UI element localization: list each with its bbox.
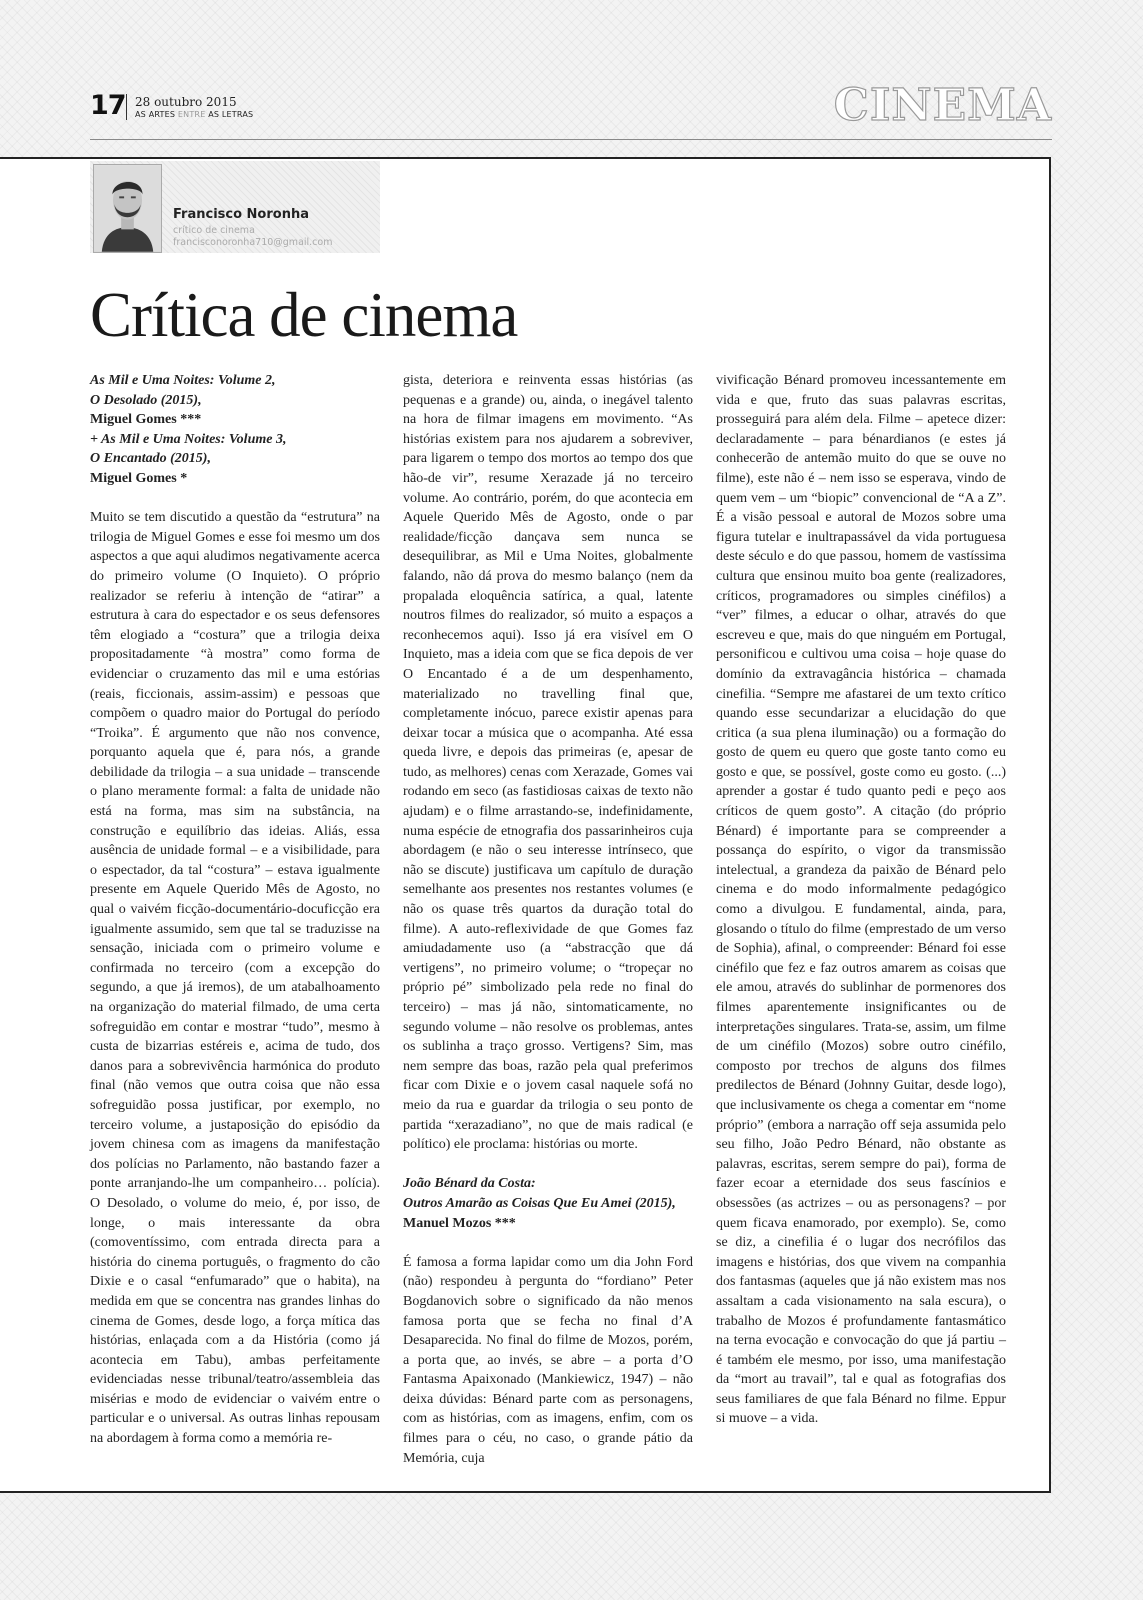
author-portrait-icon — [94, 165, 161, 252]
author-role: crítico de cinema — [173, 225, 255, 236]
page-number: 17 — [90, 90, 126, 121]
article-body: É famosa a forma lapidar como um dia John Ford (não) respondeu à pergunta do “fordiano” Peter Bogdanovich sobre o significado da não menos famosa porta que se fecha no final d’A Desaparecida. No final do filme de Mozos, porém, a porta que, ao invés, se abre – a porta d’O Fantasma Apaixonado (Mankiewicz, 1947) – não deixa dúvidas: Bénard parte com as personagens, com as histórias, com as imagens, enfim, com os filmes para o céu, no caso, o grande pátio da Memória, cuja — [403, 1254, 693, 1466]
avatar — [93, 164, 162, 253]
article-body: Muito se tem discutido a questão da “estrutura” na trilogia de Miguel Gomes e esse foi mesmo um dos aspectos a que aqui aludimos negativamente acerca do primeiro volume (O Inquieto). O próprio realizador se referiu à intenção de “atirar” a estrutura à cara do espectador e os seus defensores têm elogiado a “costura” que a trilogia deixa propositadamente “à mostra” como forma de evidenciar o cruzamento das mil e uma estórias (reais, ficcionais, assim-assim) e pessoas que compõem o quadro maior do Portugal do período “Troika”. É argumento que não nos convence, porquanto aquela que é, para nós, a grande debilidade da trilogia – a sua unidade – transcende o plano meramente formal: a falta de unidade não está na forma, mas sim na substância, na construção e equilíbrio das ideias. Aliás, essa ausência de unidade formal – e a visibilidade, para o espectador, da tal “costura” – estava igualmente presente em Aquele Querido Mês de Agosto, no qual o vaivém ficção-documentário-docuficção era igualmente assumido, sem que tal se traduzisse na sensação, iniciada com o primeiro volume e confirmada no terceiro (com a excepção do segundo, a que já iremos), de um atabalhoamento na organização do material filmado, de uma certa sofreguidão em contar e mostrar “tudo”, mesmo à custa de bizarrias estéreis e, acima de tudo, dos danos para a sobrevivência harmónica do produto final (não vemos que outra coisa que não essa sofreguidão possa justificar, por exemplo, no terceiro volume, a justaposição do episódio da jovem chinesa com as imagens da manifestação dos polícias no Parlamento, não bastando fazer a ponte arranjando-lhe um companheiro… polícia). O Desolado, o volume do meio, é, por isso, de longe, o mais interessante da obra (comoventíssimo, com entrada directa para a história do cinema português, o fragmento do cão Dixie e o casal “enfumarado” que o habita), na medida em que se concentra nas grandes linhas do cinema de Gomes, desde logo, a força mítica das histórias, enlaçada com a da História (como já acontecia em Tabu), ambas perfeitamente evidenciadas nesse tribunal/teatro/assembleia das misérias e modo de evidenciar o vaivém entre o particular e o universal. As outras linhas repousam na abordagem à forma como a memória re- — [90, 510, 380, 1447]
page-header — [90, 80, 1052, 140]
header-divider — [126, 94, 127, 120]
article-column-2 — [403, 371, 693, 1468]
issue-date: 28 outubro 2015 — [135, 95, 237, 109]
film-credits — [403, 1174, 693, 1233]
film-title: As Mil e Uma Noites: Volume 2, — [90, 373, 276, 388]
article-column-1 — [90, 371, 380, 1449]
author-name: Francisco Noronha — [173, 207, 309, 222]
publication-tagline — [135, 110, 253, 119]
film-director: Miguel Gomes * — [90, 470, 188, 486]
tagline-part: AS ARTES — [135, 110, 178, 119]
film-title: João Bénard da Costa: — [403, 1176, 536, 1192]
film-director: Miguel Gomes *** — [90, 412, 202, 428]
author-email[interactable]: francisconoronha710@gmail.com — [173, 237, 333, 248]
author-byline — [90, 161, 380, 253]
film-director: Manuel Mozos *** — [403, 1215, 516, 1231]
film-credits — [90, 371, 380, 489]
film-title: + As Mil e Uma Noites: Volume 3, — [90, 431, 287, 447]
article-panel — [0, 157, 1051, 1493]
article-body: gista, deteriora e reinventa essas histórias (as pequenas e a grande) ou, ainda, o inegável talento na hora de filmar imagens em movimento. “As histórias existem para nos ajudarem a sobreviver, para ligarem o tempo dos mortos ao tempo dos que hão-de vir”, resume Xerazade já no terceiro volume. Ao contrário, porém, do que acontecia em Aquele Querido Mês de Agosto, onde o par realidade/ficção dançava sem nunca se desequilibrar, as Mil e Uma Noites, globalmente falando, não dá prova do mesmo balanço (nem da propalada eloquência satírica, a qual, latente noutros filmes do realizador, só muito a espaços a reconhecemos aqui). Isso já era visível em O Inquieto, mas a ideia com que se fica depois de ver O Encantado é a de um despenhamento, materializado no travelling final que, completamente inócuo, parece existir apenas para deixar tocar a música que o acompanha. Até essa queda livre, e depois das primeiras (e, apesar de tudo, as melhores) cenas com Xerazade, Gomes vai rodando em seco (as fastidiosas caixas de texto não ajudam) e o filme arrastando-se, indefinidamente, numa espécie de etnografia dos passarinheiros cuja abordagem (e não o seu interesse intrínseco, que não se discute) justificava um capítulo de duração semelhante aos presentes nos restantes volumes (e não os quase três quartos da duração total do filme). A auto-reflexividade de que Gomes faz amiudadamente uso (a “abstracção que dá vertigens”, no primeiro volume; o “tropeçar no próprio pé” simbolizado pela rede no final do terceiro) – mas já não, sintomaticamente, no segundo volume – não resolve os problemas, antes os sublinha a traço grosso. Vertigens? Sim, mas nem sempre das boas, razão pela qual preferimos ficar com Dixie e o jovem casal naquele sofá no meio da rua e guardar da trilogia o seu ponto de partida “xerazadiano”, no que de mais radical (e político) ele proclama: histórias ou morte. — [403, 373, 693, 1153]
tagline-part: AS LETRAS — [205, 110, 254, 119]
film-subtitle: O Desolado (2015), — [90, 392, 202, 408]
section-title: CINEMA — [833, 80, 1052, 131]
film-subtitle: O Encantado (2015), — [90, 451, 211, 467]
article-column-3 — [716, 371, 1006, 1429]
film-subtitle: Outros Amarão as Coisas Que Eu Amei (2015), — [403, 1195, 676, 1211]
page-title: Crítica de cinema — [90, 280, 518, 350]
article-body: vivificação Bénard promoveu incessantemente em vida e que, fruto das suas palavras escritas, prosseguirá para além dela. Filme – apetece dizer: declaradamente – para bénardianos (e estes já conhecerão de antemão muito do que se ouve no filme), este não é – nem isso se esperava, vindo de quem vem – um “biopic” convencional de “A a Z”. É a visão pessoal e autoral de Mozos sobre uma figura tutelar e inultrapassável da vida portuguesa deste século e do que passou, homem de vastíssima cultura que ensinou muito boa gente (realizadores, críticos, programadores ou simples cinéfilos) a “ver” filmes, a educar o olhar, através do que escreveu e que, mais do que ninguém em Portugal, personificou e cultivou uma coisa – hoje quase do domínio da extravagância histórica – chamada cinefilia. “Sempre me afastarei de um texto crítico quando esse secundarizar a elucidação do que critica (a sua plena iluminação) ou a formação do gosto de quem eu quero que goste tanto como eu gosto e que, se possível, goste como eu gosto. (...) aprender a gostar é tudo quanto pedi e peço aos críticos de quem gosto”. A citação (do próprio Bénard) é importante para se compreender a possança do espírito, o vigor da transmissão intelectual, a grandeza da paixão de Bénard pelo cinema e do modo informalmente pedagógico como a divulgou. E fundamental, ainda, para, glosando o título do filme (emprestado de um verso de Sophia), afinal, o compreender: Bénard foi esse cinéfilo que fez e faz outros amarem as coisas que ele amou, através do sublinhar de pormenores dos filmes aparentemente insignificantes ou de interpretações singulares. Trata-se, assim, um filme de um cinéfilo (Mozos) sobre outro cinéfilo, composto por trechos de alguns dos filmes predilectos de Bénard (Johnny Guitar, desde logo), que inclusivamente os chega a comentar em “nome próprio” (embora a narração off seja assumida pelo seu filho, João Pedro Bénard, não obstante as palavras, escritas, serem sempre do pai), forma de fazer ecoar a eternidade dos seus fascínios e obsessões (as actrizes – ou as personagens? – por quem ficava enamorado, por exemplo). Se, como se diz, a cinefilia é o lugar dos necrófilos das imagens e histórias, dos que vivem na companhia dos fantasmas (aqueles que já não existem mas nos assaltam a cada visionamento na sala escura), o trabalho de Mozos é profundamente fantasmático na terna evocação e convocação do que já partiu – é também ele mesmo, por isso, uma manifestação da “mort au travail”, tal e qual as fotografias dos seus familiares de que fala Bénard no filme. Eppur si muove – a vida. — [716, 373, 1006, 1427]
tagline-part: ENTRE — [177, 110, 206, 119]
header-rule — [90, 139, 1052, 140]
